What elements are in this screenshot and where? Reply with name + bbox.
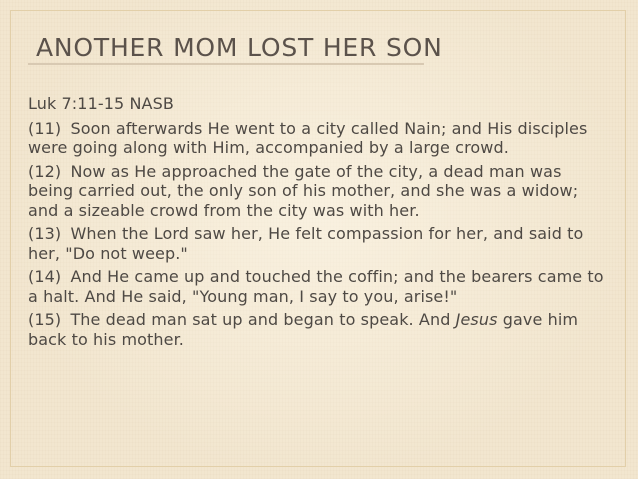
verse-number: (11) [28,118,62,138]
verse-number: (14) [28,267,62,286]
verse-15 [28,310,608,349]
verse-13 [28,224,608,263]
title-underline [28,63,424,65]
scripture-reference: Luk 7:11-15 NASB [28,94,174,113]
verse-text: Now as He approached the gate of the city, a dead man was being carried out, the only son of his mother, and she was a widow; and a sizeable crowd from the city was with her. [28,161,579,220]
verse-number: (13) [28,224,62,243]
verse-11 [28,119,608,158]
verse-14 [28,267,608,306]
verse-text: Soon afterwards He went to a city called Nain; and His disciples were going along with Him, accompanied by a large crowd. [28,118,588,157]
verse-text: And He came up and touched the coffin; and the bearers came to a halt. And He said, "Young man, I say to you, arise!" [28,267,604,306]
verse-text: When the Lord saw her, He felt compassion for her, and said to her, "Do not weep." [28,224,584,263]
verse-text-before: The dead man sat up and began to speak. And [70,310,451,329]
verse-number: (12) [28,161,62,181]
verse-text-emphasis: Jesus [455,310,498,329]
verse-number: (15) [28,310,62,329]
slide-content [28,94,608,353]
verse-text-after: gave him back to his mother. [28,310,579,349]
verse-12 [28,162,608,221]
slide-title: ANOTHER MOM LOST HER SON [36,33,443,62]
title-row [28,33,451,63]
